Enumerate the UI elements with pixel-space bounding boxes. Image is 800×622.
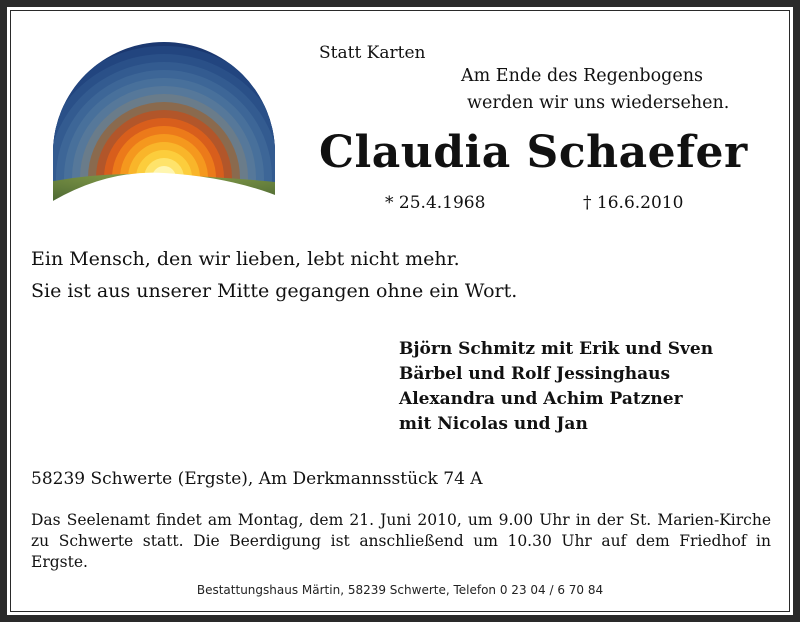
family-address: 58239 Schwerte (Ergste), Am Derkmannsstück 74 A [31,469,483,489]
quote-line: Am Ende des Regenbogens [461,66,703,86]
deceased-name: Claudia Schaefer [319,127,748,178]
mourner-line: Alexandra und Achim Patzner [399,389,683,409]
quote-line: werden wir uns wiedersehen. [467,93,730,113]
birth-date: * 25.4.1968 [385,193,486,213]
funeral-home-footer: Bestattungshaus Märtin, 58239 Schwerte, Telefon 0 23 04 / 6 70 84 [196,583,604,597]
mourner-line: Björn Schmitz mit Erik und Sven [399,339,714,359]
rainbow-quote [461,63,729,117]
mourner-line: Bärbel und Rolf Jessinghaus [399,364,671,384]
service-details: Das Seelenamt findet am Montag, dem 21. Juni 2010, um 9.00 Uhr in der St. Marien-Kirche zu Schwerte statt. Die Beerdigung ist anschließend um 10.30 Uhr auf dem Friedhof in Ergste. [31,511,771,571]
saying-line: Ein Mensch, den wir lieben, lebt nicht mehr. [31,248,460,270]
death-date: † 16.6.2010 [583,193,684,213]
rainbow-sunset-icon [43,33,285,207]
statt-karten-label: Statt Karten [319,43,426,63]
saying-line: Sie ist aus unserer Mitte gegangen ohne ein Wort. [31,280,518,302]
mourner-line: mit Nicolas und Jan [399,414,588,434]
memorial-saying [31,243,517,307]
mourners-list [399,337,713,437]
